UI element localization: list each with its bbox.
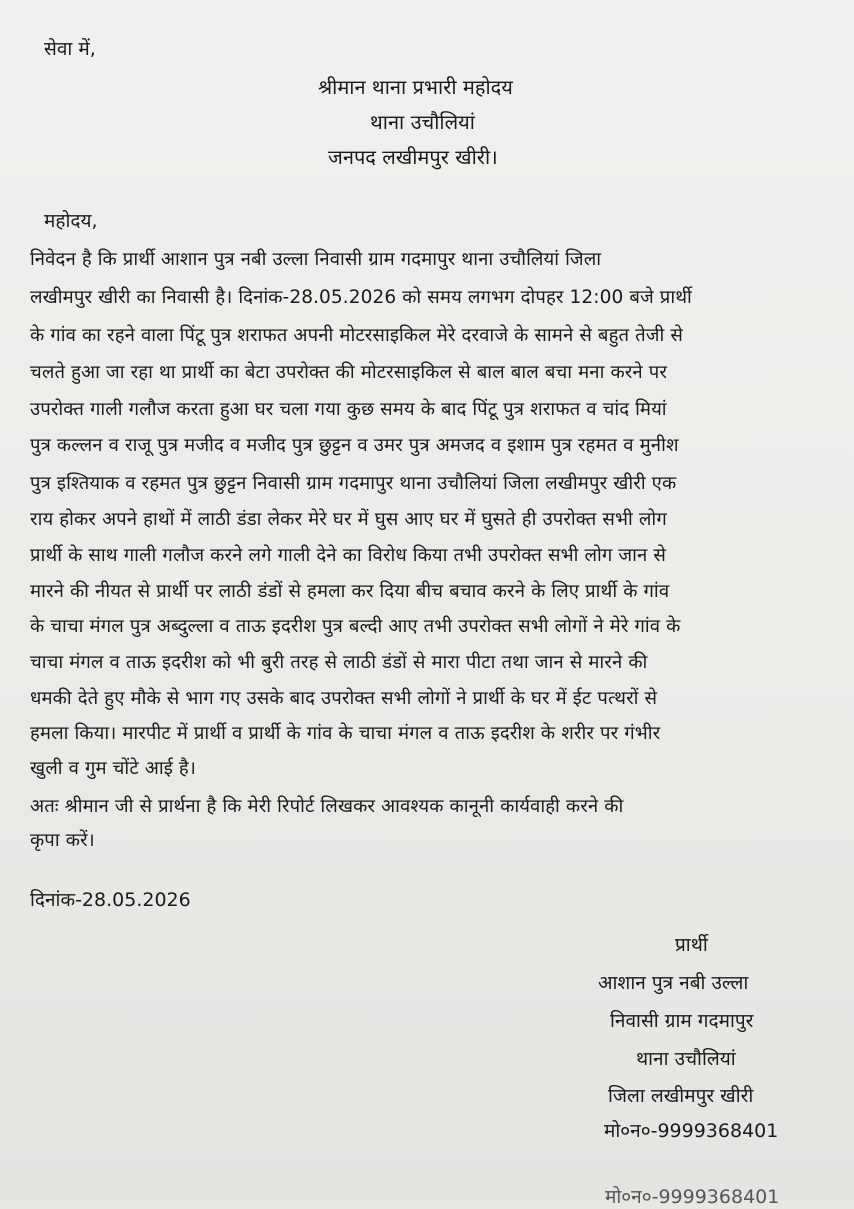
- recipient-line-1: श्रीमान थाना प्रभारी महोदय: [318, 75, 513, 99]
- body-line: कृपा करें।: [30, 830, 95, 851]
- greeting: महोदय,: [44, 210, 98, 232]
- body-line: पुत्र इश्तियाक व रहमत पुत्र छुट्टन निवासी ग्राम गदमापुर थाना उचौलियां जिला लखीमपुर खीरी एक: [30, 473, 677, 494]
- body-line: निवेदन है कि प्रार्थी आशान पुत्र नबी उल्ला निवासी ग्राम गदमापुर थाना उचौलियां जिला: [30, 249, 602, 270]
- signature-district: जिला लखीमपुर खीरी: [608, 1085, 754, 1107]
- signature-title: प्रार्थी: [675, 934, 708, 956]
- body-line: धमकी देते हुए मौके से भाग गए उसके बाद उपरोक्त सभी लोगों ने प्रार्थी के घर में ईट पत्थरों से: [30, 688, 658, 709]
- signature-village: निवासी ग्राम गदमापुर: [610, 1010, 754, 1032]
- signature-name: आशान पुत्र नबी उल्ला: [598, 972, 749, 994]
- body-line: के चाचा मंगल पुत्र अब्दुल्ला व ताऊ इदरीश पुत्र बल्दी आए तभी उपरोक्त सभी लोगों ने मेरे गांव के: [30, 616, 681, 637]
- body-line: लखीमपुर खीरी का निवासी है। दिनांक-28.05.2026 को समय लगभग दोपहर 12:00 बजे प्रार्थी: [30, 287, 692, 308]
- body-line: उपरोक्त गाली गलौज करता हुआ घर चला गया कुछ समय के बाद पिंटू पुत्र शराफत व चांद मियां: [30, 399, 667, 420]
- signature-mobile: मो०न०-9999368401: [604, 1120, 779, 1142]
- body-line: चलते हुआ जा रहा था प्रार्थी का बेटा उपरोक्त की मोटरसाइकिल से बाल बाल बचा मना करने पर: [30, 362, 668, 383]
- recipient-line-2: थाना उचौलियां: [370, 110, 475, 134]
- salutation: सेवा में,: [44, 38, 96, 60]
- body-line: राय होकर अपने हाथों में लाठी डंडा लेकर मेरे घर में घुस आए घर में घुसते ही उपरोक्त सभी लोग: [30, 509, 667, 530]
- body-line: पुत्र कल्लन व राजू पुत्र मजीद व मजीद पुत्र छुट्टन व उमर पुत्र अमजद व इशाम पुत्र रहमत व मुनीश: [30, 435, 679, 456]
- body-line: चाचा मंगल व ताऊ इदरीश को भी बुरी तरह से लाठी डंडों से मारा पीटा तथा जान से मारने की: [30, 652, 648, 673]
- body-line: के गांव का रहने वाला पिंटू पुत्र शराफत अपनी मोटरसाइकिल मेरे दरवाजे के सामने से बहुत तेजी से: [30, 325, 683, 346]
- body-line: अतः श्रीमान जी से प्रार्थना है कि मेरी रिपोर्ट लिखकर आवश्यक कानूनी कार्यवाही करने की: [30, 796, 624, 817]
- recipient-line-3: जनपद लखीमपुर खीरी।: [328, 145, 498, 169]
- body-line: हमला किया। मारपीट में प्रार्थी व प्रार्थी के गांव के चाचा मंगल व ताऊ इदरीश के शरीर पर गंभीर: [30, 723, 661, 744]
- letter-date: दिनांक-28.05.2026: [30, 889, 191, 911]
- cutoff-mobile-line: मो०न०-9999368401: [605, 1186, 780, 1208]
- signature-police-station: थाना उचौलियां: [636, 1048, 736, 1070]
- body-line: खुली व गुम चोंटे आई है।: [30, 758, 196, 779]
- body-line: मारने की नीयत से प्रार्थी पर लाठी डंडों से हमला कर दिया बीच बचाव करने के लिए प्रार्थी के गांव: [30, 581, 670, 602]
- body-line: प्रार्थी के साथ गाली गलौज करने लगे गाली देने का विरोध किया तभी उपरोक्त सभी लोग जान से: [30, 545, 666, 566]
